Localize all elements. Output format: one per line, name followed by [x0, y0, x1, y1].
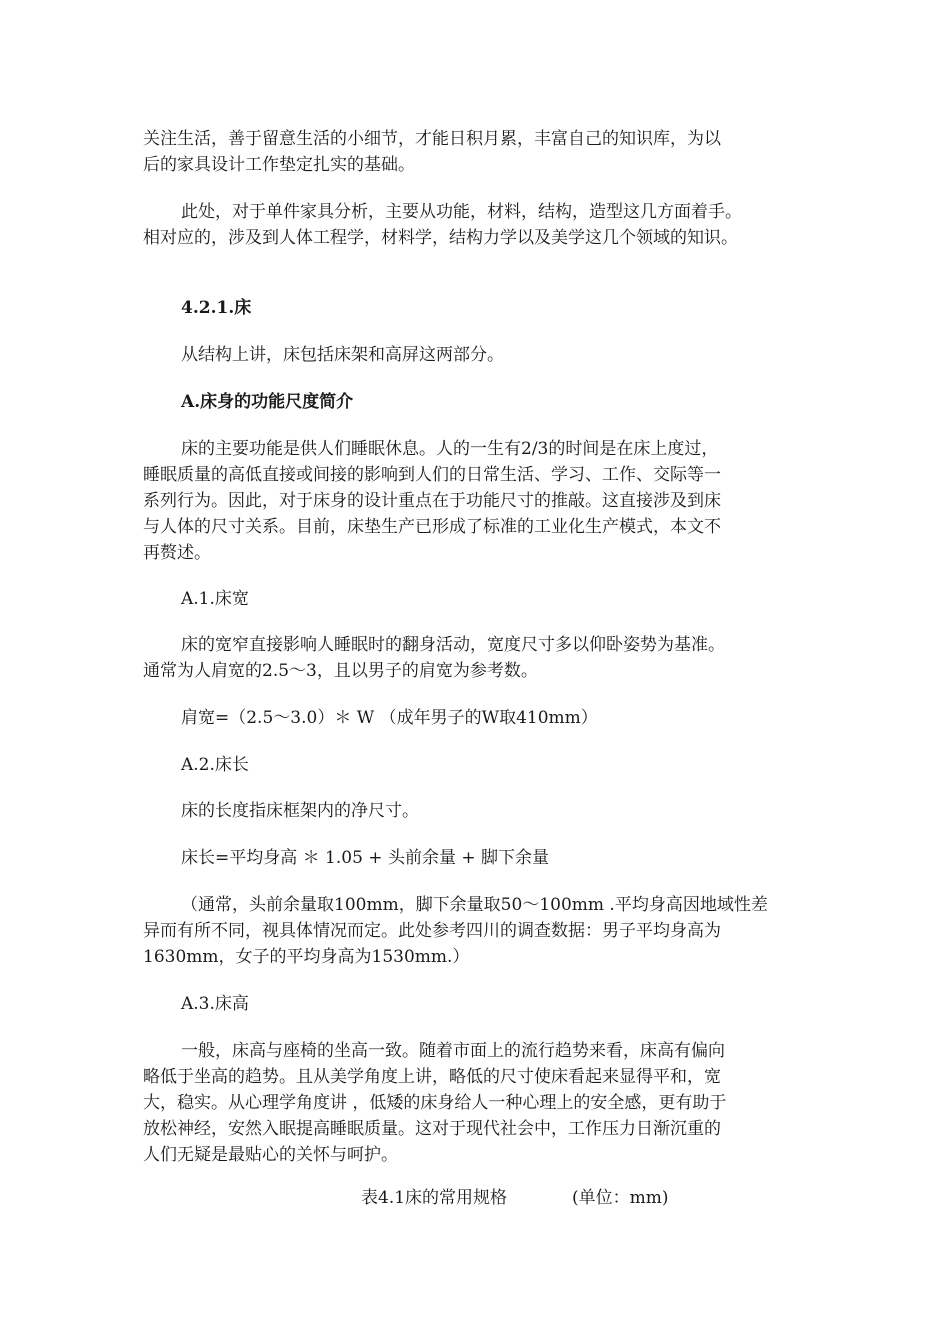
paragraph-line: 1630mm，女子的平均身高为1530mm.） — [143, 947, 470, 967]
subsection-heading-a2: A.2.床长 — [181, 755, 249, 775]
subsection-heading-a1: A.1.床宽 — [181, 589, 249, 609]
paragraph-line: 略低于坐高的趋势。且从美学角度上讲，略低的尺寸使床看起来显得平和，宽 — [143, 1067, 721, 1087]
paragraph-line: 再赘述。 — [143, 543, 211, 563]
paragraph-line: 放松神经，安然入眠提高睡眠质量。这对于现代社会中，工作压力日渐沉重的 — [143, 1119, 721, 1139]
paragraph-line: 与人体的尺寸关系。目前，床垫生产已形成了标准的工业化生产模式，本文不 — [143, 517, 721, 537]
paragraph-line: 床的宽窄直接影响人睡眠时的翻身活动，宽度尺寸多以仰卧姿势为基准。 — [181, 635, 725, 655]
paragraph-line: （通常，头前余量取100mm，脚下余量取50～100mm .平均身高因地域性差 — [181, 895, 768, 915]
paragraph-line: 人们无疑是最贴心的关怀与呵护。 — [143, 1145, 398, 1165]
paragraph-line: 大，稳实。从心理学角度讲 ，低矮的床身给人一种心理上的安全感，更有助于 — [143, 1093, 727, 1113]
paragraph-line: 从结构上讲，床包括床架和高屏这两部分。 — [181, 345, 504, 365]
paragraph-line: 此处，对于单件家具分析，主要从功能，材料，结构，造型这几方面着手。 — [181, 202, 742, 222]
paragraph-line: 床的长度指床框架内的净尺寸。 — [181, 801, 419, 821]
subsection-heading-a: A.床身的功能尺度简介 — [181, 392, 354, 412]
paragraph-line: 床的主要功能是供人们睡眠休息。人的一生有2/3的时间是在床上度过， — [181, 439, 719, 459]
formula-bed-length: 床长=平均身高 ＊ 1.05 + 头前余量 + 脚下余量 — [181, 848, 550, 868]
table-caption-title: 表4.1床的常用规格 — [361, 1188, 508, 1208]
paragraph-line: 关注生活，善于留意生活的小细节，才能日积月累，丰富自己的知识库，为以 — [143, 129, 721, 149]
section-heading-bed: 4.2.1.床 — [181, 298, 252, 318]
paragraph-line: 后的家具设计工作垫定扎实的基础。 — [143, 155, 415, 175]
formula-shoulder-width: 肩宽=（2.5～3.0）＊ W （成年男子的W取410mm） — [181, 708, 598, 728]
subsection-heading-a3: A.3.床高 — [181, 994, 249, 1014]
table-caption-unit: (单位：mm) — [572, 1188, 669, 1208]
paragraph-line: 一般，床高与座椅的坐高一致。随着市面上的流行趋势来看，床高有偏向 — [181, 1041, 725, 1061]
paragraph-line: 睡眠质量的高低直接或间接的影响到人们的日常生活、学习、工作、交际等一 — [143, 465, 721, 485]
paragraph-line: 系列行为。因此，对于床身的设计重点在于功能尺寸的推敲。这直接涉及到床 — [143, 491, 721, 511]
paragraph-line: 异而有所不同，视具体情况而定。此处参考四川的调查数据：男子平均身高为 — [143, 921, 721, 941]
paragraph-line: 相对应的，涉及到人体工程学，材料学，结构力学以及美学这几个领域的知识。 — [143, 228, 738, 248]
paragraph-line: 通常为人肩宽的2.5～3，且以男子的肩宽为参考数。 — [143, 661, 538, 681]
